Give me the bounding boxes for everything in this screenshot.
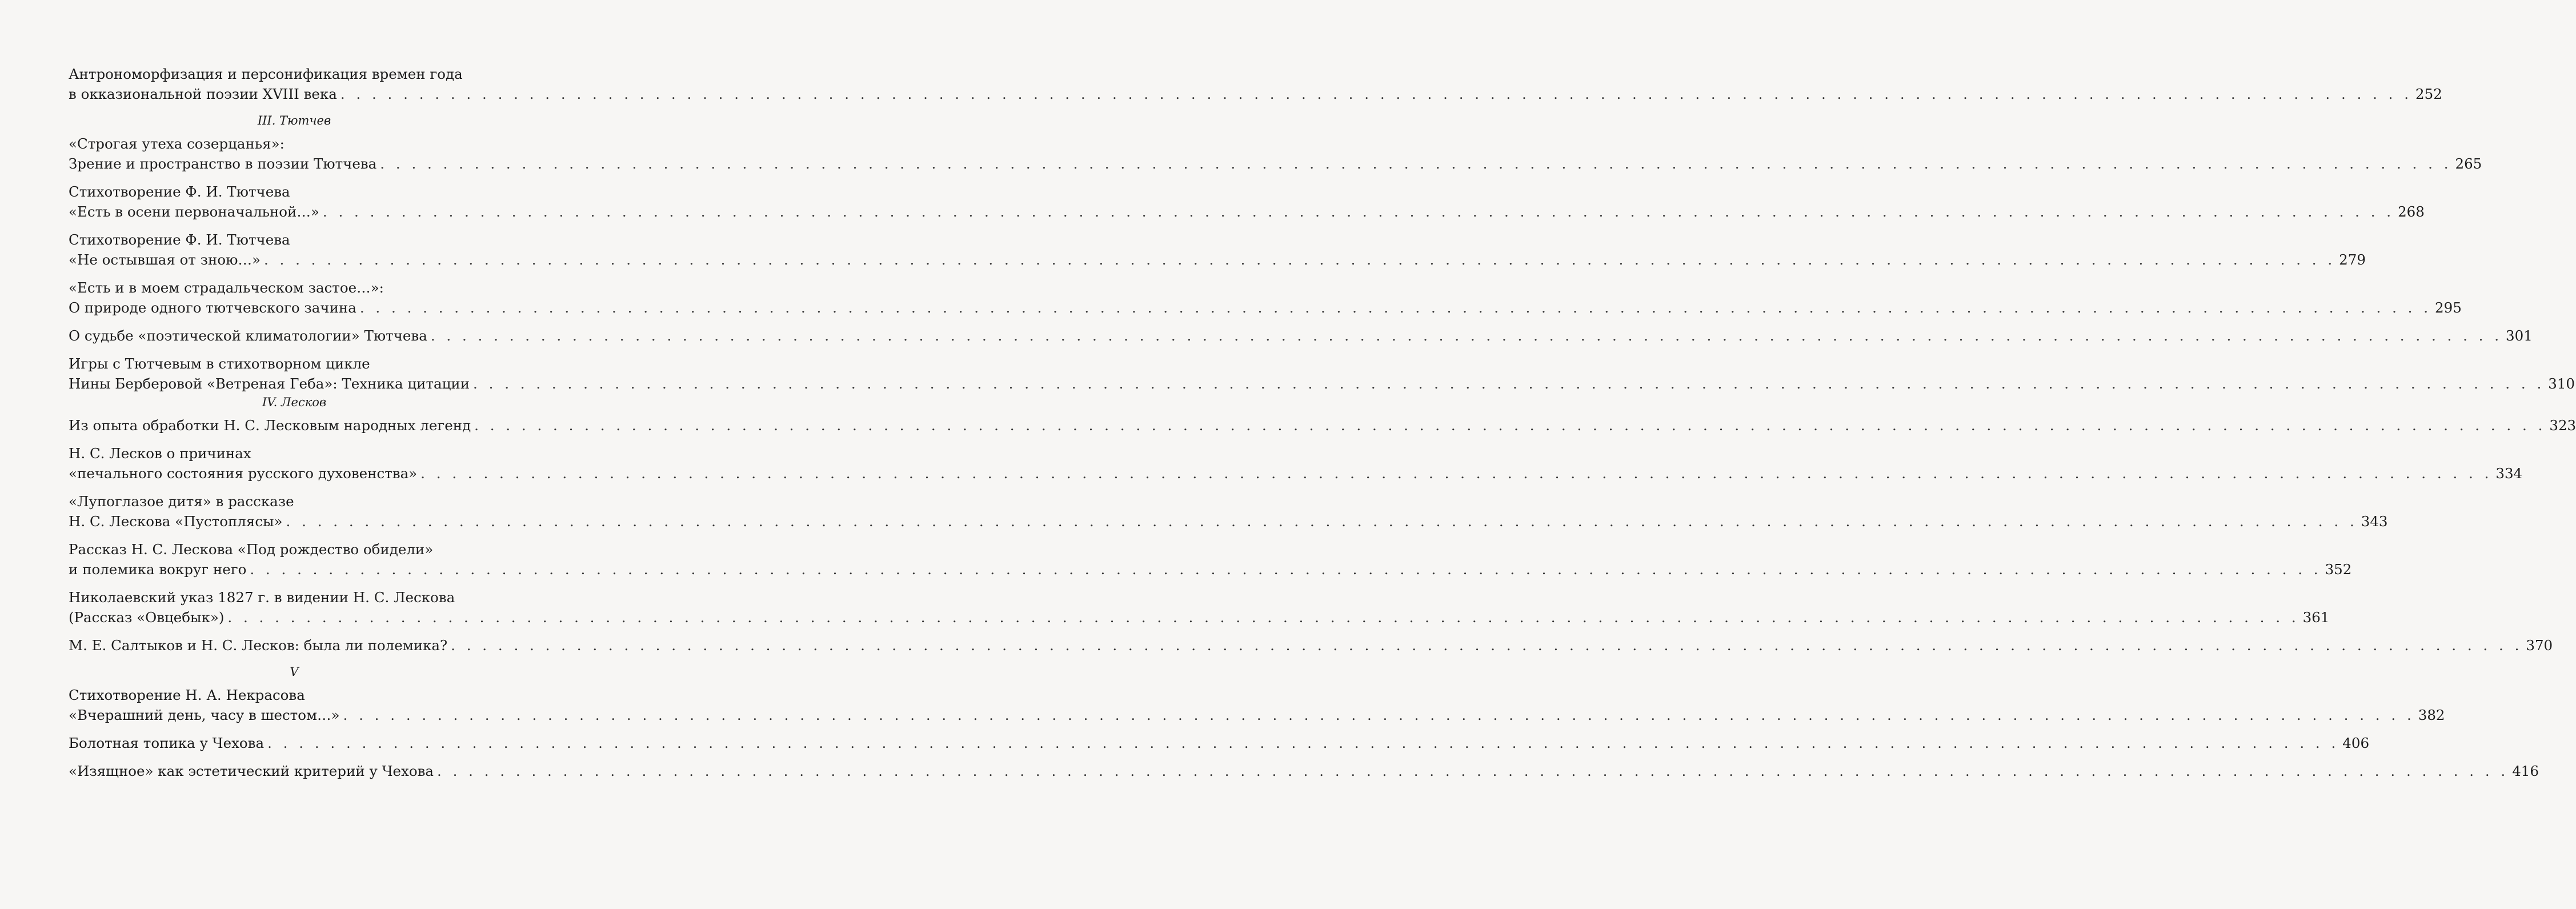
entry-title-line: «Строгая утеха созерцанья»: xyxy=(69,135,285,152)
dot-leader xyxy=(250,559,2321,579)
entry-last-line xyxy=(69,202,2425,222)
entry-title-line: Рассказ Н. С. Лескова «Под рождество обидели» xyxy=(69,541,434,558)
entry-last-line xyxy=(69,733,2370,753)
entry-title-line: Н. С. Лескова «Пустоплясы» xyxy=(69,513,283,530)
entry-last-line xyxy=(69,250,2366,270)
dot-leader xyxy=(227,607,2299,627)
entry-last-line xyxy=(69,154,2482,174)
page-number: 279 xyxy=(2339,251,2366,268)
entry-last-line xyxy=(69,635,2553,655)
dot-leader xyxy=(380,154,2451,174)
entry-last-line xyxy=(69,374,2575,394)
entry-last-line xyxy=(69,511,2388,531)
entry-title-line: Николаевский указ 1827 г. в видении Н. С. Лескова xyxy=(69,589,455,606)
section-heading: III. Тютчев xyxy=(257,114,331,127)
entry-last-line xyxy=(69,705,2445,725)
page-number: 416 xyxy=(2512,763,2539,779)
toc-entry xyxy=(69,443,2523,483)
page-number: 295 xyxy=(2435,299,2462,316)
page-number: 310 xyxy=(2548,375,2575,392)
dot-leader xyxy=(323,202,2394,222)
toc-entry xyxy=(69,733,2370,753)
toc-entry xyxy=(69,491,2388,531)
page-number: 268 xyxy=(2398,203,2425,220)
toc-entry xyxy=(69,587,2330,627)
entry-title-line: Из опыта обработки Н. С. Лесковым народных легенд xyxy=(69,417,471,434)
dot-leader xyxy=(437,761,2509,781)
entry-last-line xyxy=(69,415,2576,435)
entry-last-line xyxy=(69,326,2533,346)
entry-last-line xyxy=(69,463,2523,483)
entry-title-line: Стихотворение Н. А. Некрасова xyxy=(69,687,305,703)
page-number: 301 xyxy=(2506,327,2533,344)
page-number: 352 xyxy=(2325,561,2352,578)
page-number: 361 xyxy=(2302,609,2330,626)
entry-title-line: Зрение и пространство в поэзии Тютчева xyxy=(69,155,377,172)
page-number: 370 xyxy=(2526,637,2553,654)
entry-title-line: Болотная топика у Чехова xyxy=(69,735,265,751)
entry-title-line: (Рассказ «Овцебык») xyxy=(69,609,225,626)
entry-title-line: Нины Берберовой «Ветреная Геба»: Техника цитации xyxy=(69,375,470,392)
toc-entry xyxy=(69,182,2425,222)
page-number: 334 xyxy=(2495,465,2523,482)
entry-title-line: Н. С. Лесков о причинах xyxy=(69,445,251,462)
table-of-contents xyxy=(69,64,2576,789)
entry-title-line: «Лупоглазое дитя» в рассказе xyxy=(69,493,294,510)
dot-leader xyxy=(473,374,2545,394)
dot-leader xyxy=(431,326,2502,346)
entry-title-line: «Изящное» как эстетический критерий у Чехова xyxy=(69,763,434,779)
entry-title-line: Антрономорфизация и персонификация времен года xyxy=(69,66,463,82)
toc-entry xyxy=(69,134,2482,174)
dot-leader xyxy=(340,84,2412,104)
toc-entry xyxy=(69,761,2539,781)
entry-title-line: «Вчерашний день, часу в шестом…» xyxy=(69,707,340,723)
dot-leader xyxy=(474,415,2546,435)
toc-entry xyxy=(69,635,2553,655)
dot-leader xyxy=(267,733,2339,753)
dot-leader xyxy=(451,635,2522,655)
toc-entry xyxy=(69,326,2533,346)
entry-title-line: О природе одного тютчевского зачина xyxy=(69,299,356,316)
toc-entry xyxy=(69,354,2575,394)
entry-title-line: М. Е. Салтыков и Н. С. Лесков: была ли полемика? xyxy=(69,637,448,654)
entry-title-line: «Есть и в моем страдальческом застое…»: xyxy=(69,279,384,296)
entry-last-line xyxy=(69,607,2330,627)
entry-last-line xyxy=(69,559,2352,579)
toc-entry xyxy=(69,539,2352,579)
toc-entry xyxy=(69,685,2445,725)
page-number: 343 xyxy=(2361,513,2388,530)
entry-title-line: О судьбе «поэтической климатологии» Тютчева xyxy=(69,327,427,344)
section-heading: V xyxy=(290,665,299,679)
toc-entry xyxy=(69,278,2462,318)
page-number: 382 xyxy=(2418,707,2445,723)
dot-leader xyxy=(360,298,2431,318)
entry-last-line xyxy=(69,84,2442,104)
entry-title-line: «печального состояния русского духовенства» xyxy=(69,465,418,482)
page-number: 323 xyxy=(2549,417,2576,434)
entry-title-line: и полемика вокруг него xyxy=(69,561,247,578)
entry-title-line: «Есть в осени первоначальной…» xyxy=(69,203,319,220)
dot-leader xyxy=(420,463,2492,483)
entry-title-line: Стихотворение Ф. И. Тютчева xyxy=(69,231,290,248)
toc-entry xyxy=(69,64,2442,104)
toc-entry xyxy=(69,230,2366,270)
dot-leader xyxy=(343,705,2415,725)
page-number: 406 xyxy=(2342,735,2370,751)
section-heading: IV. Лесков xyxy=(262,395,327,409)
entry-title-line: в окказиональной поэзии XVIII века xyxy=(69,86,337,102)
dot-leader xyxy=(286,511,2358,531)
entry-title-line: «Не остывшая от зною…» xyxy=(69,251,261,268)
page-number: 265 xyxy=(2455,155,2482,172)
entry-last-line xyxy=(69,298,2462,318)
page-number: 252 xyxy=(2415,86,2442,102)
entry-title-line: Игры с Тютчевым в стихотворном цикле xyxy=(69,355,370,372)
dot-leader xyxy=(264,250,2335,270)
toc-entry xyxy=(69,415,2576,435)
entry-title-line: Стихотворение Ф. И. Тютчева xyxy=(69,183,290,200)
entry-last-line xyxy=(69,761,2539,781)
